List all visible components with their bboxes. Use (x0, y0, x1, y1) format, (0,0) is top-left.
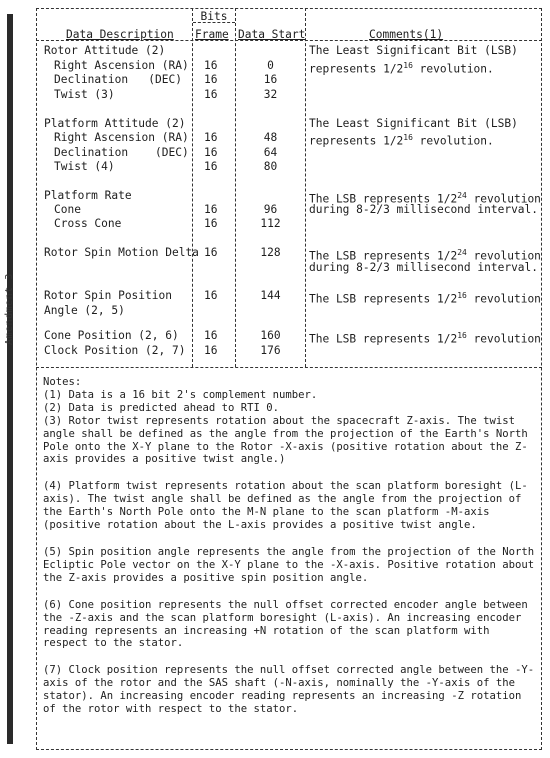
data-description-header: Data Description (66, 28, 174, 41)
comment-text: represents $1/2^{16}$ revolution. (309, 61, 494, 76)
comment-text: The LSB represents $1/2^{16}$ revolution (309, 291, 541, 306)
row-start: 0 (267, 59, 274, 72)
row-start: 128 (260, 246, 281, 259)
row-start: 64 (263, 146, 278, 159)
notes-title: Notes: (43, 376, 82, 388)
row-frame: 16 (204, 131, 218, 144)
row-label: Rotor Spin Position (44, 289, 172, 302)
row-start: 80 (263, 160, 278, 173)
row-frame: 16 (204, 146, 218, 159)
row-start: 176 (260, 344, 281, 357)
row-frame: 16 (204, 329, 218, 342)
row-frame: 16 (204, 88, 218, 101)
row-frame: 16 (204, 217, 218, 230)
comment-text: represents $1/2^{16}$ revolution. (309, 133, 494, 148)
comment-text: The Least Significant Bit (LSB) (309, 117, 518, 130)
note-7: (7) Clock position represents the null offset corrected angle between the -Y-axis of the rotor and the SAS shaft (-N-axis, nominally the -Y-axis of the stator). An increasing encoder reading represents an increasing -Z rotation of the rotor with respect to the stator. (43, 664, 535, 716)
row-label: Declination (DEC) (54, 146, 189, 159)
row-label: Cross Cone (54, 217, 122, 230)
row-label: Declination (DEC) (54, 73, 182, 86)
row-start: 48 (263, 131, 278, 144)
row-start: 96 (263, 203, 278, 216)
row-label: Cone (54, 203, 81, 216)
row-label: Angle (2, 5) (44, 304, 125, 317)
note-5: (5) Spin position angle represents the angle from the projection of the North Ecliptic Pole vector on the X-Y plane to the -X-axis. Positive rotation about the Z-axis provides a positive spin position angle. (43, 545, 535, 584)
notes-section (43, 376, 537, 730)
note-2: (2) Data is predicted ahead to RTI 0. (43, 401, 279, 414)
row-label: Right Ascension (RA) (54, 59, 189, 72)
row-frame: 16 (204, 203, 218, 216)
comment-text: The LSB represents $1/2^{24}$ revolution (309, 248, 541, 263)
table-top-rule (36, 8, 542, 9)
row-start: 32 (263, 88, 278, 101)
note-6: (6) Cone position represents the null offset corrected encoder angle between the -Z-axis and the scan platform boresight (L-axis). An increasing encoder reading represents an increasing +N rotation of the scan platform with respect to the stator. (43, 598, 528, 650)
notes-divider (36, 367, 542, 368)
note-1: (1) Data is a 16 bit 2's complement number. (43, 388, 318, 401)
bits-header: Bits (200, 10, 228, 23)
margin-bar (7, 14, 13, 744)
row-label: Twist (3) (54, 88, 115, 101)
row-frame: 16 (204, 73, 218, 86)
comment-text: The Least Significant Bit (LSB) (309, 44, 518, 57)
row-label: Right Ascension (RA) (54, 131, 189, 144)
data-start-header: Data Start (238, 28, 306, 41)
comment-text: The LSB represents $1/2^{24}$ revolution (309, 191, 541, 206)
group-heading: Platform Rate (44, 189, 132, 202)
row-label: Cone Position (2, 6) (44, 329, 179, 342)
comments-header: Comments(1) (369, 28, 444, 41)
row-label: Twist (4) (54, 160, 115, 173)
amendment-label: Amendment 3 (4, 273, 15, 345)
row-frame: 16 (204, 59, 218, 72)
column-divider (305, 8, 306, 367)
comment-text: during 8-2/3 millisecond interval. (309, 203, 539, 216)
row-start: 144 (260, 289, 281, 302)
note-3: (3) Rotor twist represents rotation about the spacecraft Z-axis. The twist angle shall be defined as the angle from the projection of the Earth's North Pole onto the X-Y plane to the Rotor -X-axis (positive rotation about the Z-axis provides a positive twist angle.) (43, 414, 528, 466)
row-frame: 16 (204, 246, 218, 259)
row-start: 160 (260, 329, 281, 342)
row-label: Rotor Spin Motion Delta (44, 246, 199, 259)
row-start: 16 (263, 73, 278, 86)
row-frame: 16 (204, 289, 218, 302)
table-bottom-rule (36, 749, 542, 750)
column-divider (192, 8, 193, 367)
group-heading: Rotor Attitude (2) (44, 44, 166, 57)
row-start: 112 (260, 217, 281, 230)
comment-text: during 8-2/3 millisecond interval. (309, 261, 539, 274)
row-frame: 16 (204, 344, 218, 357)
comment-text: The LSB represents $1/2^{16}$ revolution (309, 331, 541, 346)
note-4: (4) Platform twist represents rotation about the scan platform boresight (L-axis). The twist angle shall be defined as the angle from the projection of the Earth's North Pole onto the M-N plane to the scan platform -M-axis (positive rotation about the L-axis provides a positive twist angle. (43, 480, 528, 532)
row-label: Clock Position (2, 7) (44, 344, 186, 357)
frame-header: Frame (195, 28, 229, 41)
row-frame: 16 (204, 160, 218, 173)
group-heading: Platform Attitude (2) (44, 117, 186, 130)
